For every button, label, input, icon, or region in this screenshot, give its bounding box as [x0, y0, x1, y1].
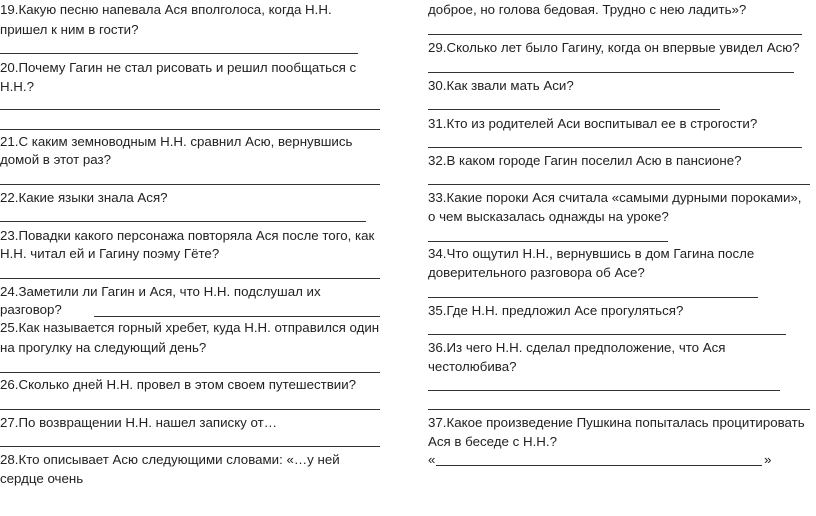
question-27: 27.По возвращении Н.Н. нашел записку от…	[0, 415, 277, 430]
question-28-cont: сердце очень	[0, 471, 84, 486]
question-20: 20.Почему Гагин не стал рисовать и решил пообщаться с	[0, 60, 357, 75]
answer-line-26	[0, 409, 380, 410]
question-24-cont: разговор?	[0, 302, 62, 317]
question-20-cont: Н.Н.?	[0, 79, 34, 94]
question-19: 19.Какую песню напевала Ася вполголоса, когда Н.Н.	[0, 2, 332, 17]
question-34: 34.Что ощутил Н.Н., вернувшись в дом Гагина после	[428, 246, 755, 261]
quote-open: «	[428, 452, 436, 467]
question-23-cont: Н.Н. читал ей и Гагину поэму Гёте?	[0, 246, 220, 261]
question-19-cont: пришел к ним в гости?	[0, 22, 139, 37]
answer-line-20b	[0, 129, 380, 130]
question-33-cont: о чем высказалась однажды на уроке?	[428, 209, 669, 224]
answer-line-30	[428, 109, 720, 110]
answer-line-22	[0, 221, 366, 222]
question-25: 25.Как называется горный хребет, куда Н.Н. отправился один	[0, 320, 380, 335]
question-37-cont: Ася в беседе с Н.Н.?	[428, 434, 557, 449]
question-28: 28.Кто описывает Асю следующими словами: «…у ней	[0, 452, 340, 467]
question-21: 21.С каким земноводным Н.Н. сравнил Асю, вернувшись	[0, 134, 353, 149]
question-25-cont: на прогулку на следующий день?	[0, 340, 207, 355]
question-36-cont: честолюбива?	[428, 359, 517, 374]
question-36: 36.Из чего Н.Н. сделал предположение, что Ася	[428, 340, 726, 355]
answer-line-19	[0, 53, 358, 54]
question-32: 32.В каком городе Гагин поселил Асю в пансионе?	[428, 153, 742, 168]
answer-line-32	[428, 184, 810, 185]
question-26: 26.Сколько дней Н.Н. провел в этом своем путешествии?	[0, 377, 357, 392]
answer-line-37	[436, 465, 762, 466]
question-30: 30.Как звали мать Аси?	[428, 78, 574, 93]
answer-line-35	[428, 334, 786, 335]
answer-line-33	[428, 241, 668, 242]
question-23: 23.Повадки какого персонажа повторяла Ася после того, как	[0, 228, 375, 243]
question-35: 35.Где Н.Н. предложил Асе прогуляться?	[428, 303, 684, 318]
answer-line-27	[0, 446, 380, 447]
answer-line-25	[0, 372, 380, 373]
answer-line-28	[428, 34, 802, 35]
question-31: 31.Кто из родителей Аси воспитывал ее в строгости?	[428, 116, 758, 131]
answer-line-36a	[428, 390, 780, 391]
question-22: 22.Какие языки знала Ася?	[0, 190, 168, 205]
question-34-cont: доверительного разговора об Асе?	[428, 265, 645, 280]
quote-close: »	[764, 452, 772, 467]
question-33: 33.Какие пороки Ася считала «самыми дурными пороками»,	[428, 190, 802, 205]
answer-line-21	[0, 184, 380, 185]
question-37: 37.Какое произведение Пушкина попыталась процитировать	[428, 415, 805, 430]
question-21-cont: домой в этот раз?	[0, 152, 112, 167]
answer-line-34	[428, 297, 758, 298]
answer-line-36b	[428, 409, 810, 410]
answer-line-29	[428, 72, 794, 73]
answer-line-20a	[0, 109, 380, 110]
answer-line-24	[94, 316, 380, 317]
question-28-end: доброе, но голова бедовая. Трудно с нею ладить»?	[428, 2, 747, 17]
question-29: 29.Сколько лет было Гагину, когда он впервые увидел Асю?	[428, 40, 800, 55]
question-24: 24.Заметили ли Гагин и Ася, что Н.Н. подслушал их	[0, 284, 321, 299]
answer-line-23	[0, 278, 380, 279]
answer-line-31	[428, 147, 802, 148]
